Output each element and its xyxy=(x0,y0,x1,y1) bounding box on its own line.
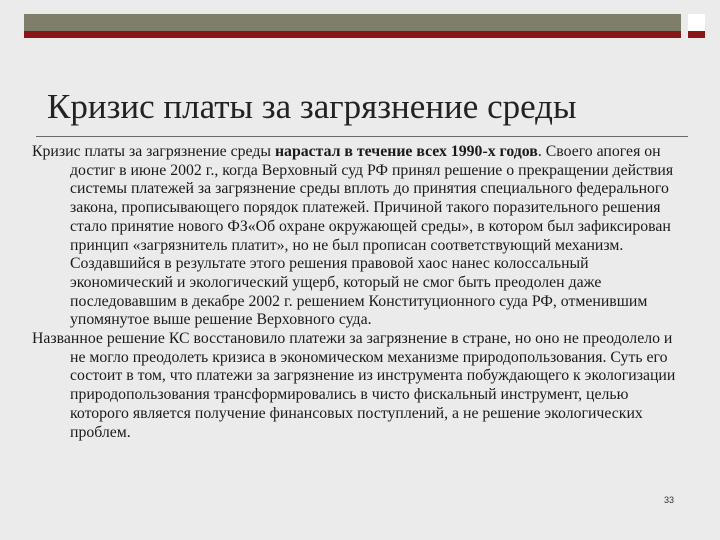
paragraph-1-emphasis: нарастал в течение всех 1990-х годов xyxy=(274,143,538,160)
paragraph-1 xyxy=(32,143,682,330)
paragraph-1-rest: . Своего апогея он достиг в июне 2002 г., когда Верховный суд РФ принял решение о прекращении действия системы платежей за загрязнение среды вплоть до принятия специального федерального закона, прописывающего порядок платежей. Причиной такого поразительного решения стало принятие нового ФЗ«Об охране окружающей среды», в котором был зафиксирован принцип «загрязнитель платит», но не был прописан соответствующий механизм. Создавшийся в результате этого решения правовой хаос нанес колоссальный экономический и экологический ущерб, который не смог быть преодолен даже последовавшим в декабре 2002 г. решением Конституционного суда РФ, отменившим упомянутое выше решение Верховного суда. xyxy=(70,143,674,329)
paragraph-1-lead: Кризис платы за загрязнение среды xyxy=(32,143,275,160)
page-number: 33 xyxy=(664,495,675,505)
header-decor-square xyxy=(688,14,705,31)
header-decor-bar xyxy=(24,14,681,31)
slide-title: Кризис платы за загрязнение среды xyxy=(47,87,577,126)
slide-body xyxy=(32,143,682,442)
header-decor-red-square xyxy=(688,31,705,38)
title-divider xyxy=(36,136,688,137)
paragraph-2: Названное решение КС восстановило платежи за загрязнение в стране, но оно не преодолело и не могло преодолеть кризиса в экономическом механизме природопользования. Суть его состоит в том, что платежи за загрязнение из инструмента побуждающего к экологизации природопользования трансформировались в чисто фискальный инструмент, целью которого является получение финансовых поступлений, а не решение экологических проблем. xyxy=(32,330,676,441)
header-decor-red-stripe xyxy=(24,31,681,38)
